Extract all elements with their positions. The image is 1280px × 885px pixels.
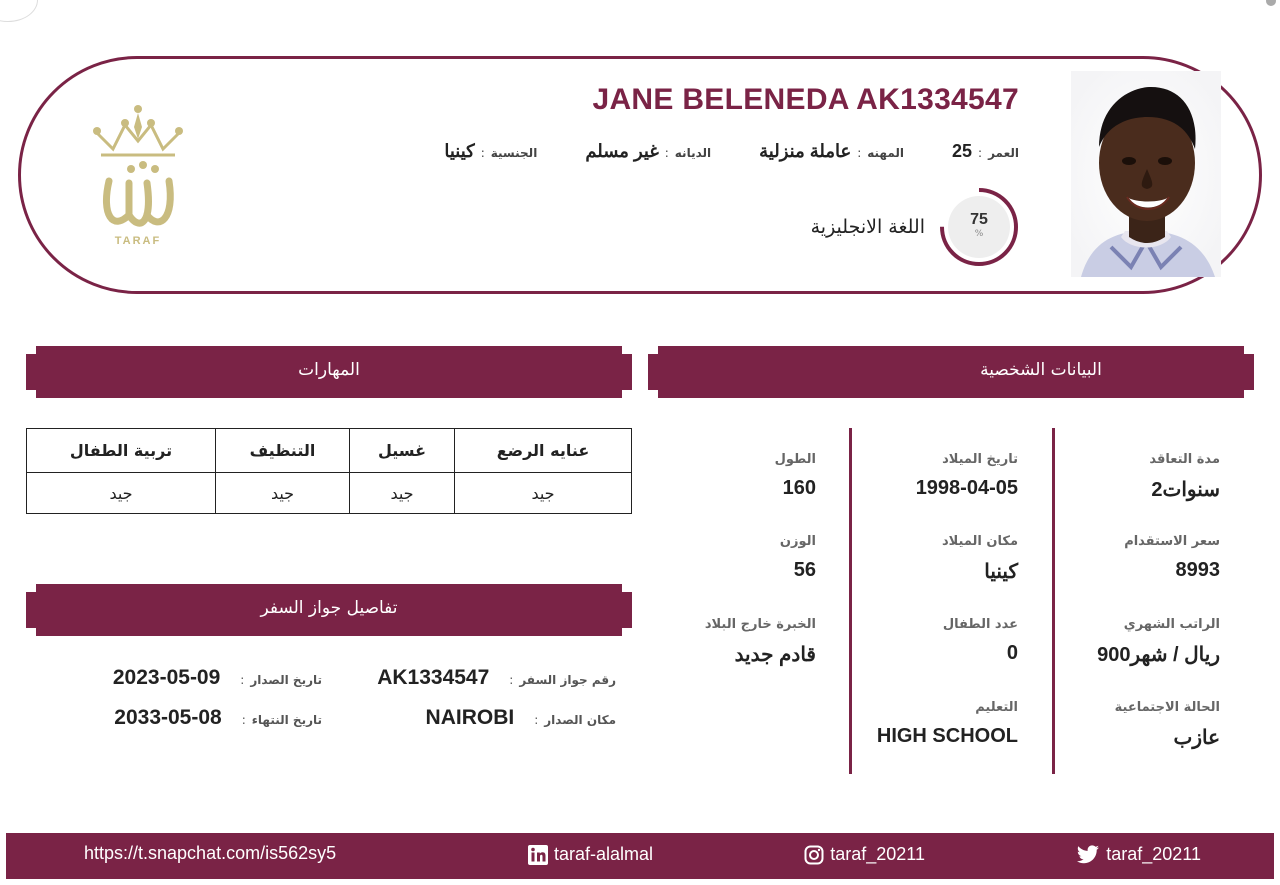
recruitment-price-field bbox=[1124, 534, 1220, 582]
twitter-link[interactable] bbox=[1076, 844, 1201, 865]
english-percent-unit: % bbox=[974, 229, 984, 239]
recruitment-price-value: 8993 bbox=[1175, 559, 1220, 581]
skill-header-laundry: غسيل bbox=[350, 429, 455, 473]
instagram-handle: taraf_20211 bbox=[830, 844, 925, 864]
passport-number-separator: : bbox=[509, 673, 514, 687]
english-level bbox=[811, 187, 1019, 267]
passport-title: تفاصيل جواز السفر bbox=[260, 598, 398, 618]
passport-number-label: رقم جواز السفر bbox=[519, 673, 616, 687]
issue-place-label: مكان الصدار bbox=[544, 713, 616, 727]
linkedin-handle: taraf-alalmal bbox=[553, 844, 653, 864]
skill-rating-infant-care: جيد bbox=[455, 473, 632, 514]
birth-date-field bbox=[916, 452, 1018, 500]
skill-header-infant-care: عنايه الرضع bbox=[455, 429, 632, 473]
religion-value: غير مسلم bbox=[585, 141, 659, 161]
profile-info-row bbox=[444, 141, 1019, 162]
profile-card bbox=[18, 56, 1262, 294]
job-label: المهنه bbox=[867, 146, 905, 160]
nationality-value: كينيا bbox=[444, 141, 475, 161]
birth-date-label: تاريخ الميلاد bbox=[942, 452, 1018, 467]
personal-data-title: البيانات الشخصية bbox=[980, 360, 1102, 380]
passport-header bbox=[26, 584, 632, 636]
age-field bbox=[952, 141, 1019, 162]
age-label: العمر bbox=[988, 146, 1019, 160]
recruitment-price-label: سعر الاستقدام bbox=[1124, 534, 1220, 549]
issue-date-value: 2023-05-09 bbox=[112, 666, 221, 689]
contract-duration-label: مدة التعاقد bbox=[1149, 452, 1220, 467]
job-field bbox=[759, 141, 904, 162]
taraf-logo bbox=[83, 103, 193, 251]
personal-column-divider bbox=[849, 428, 852, 774]
personal-column-divider bbox=[1052, 428, 1055, 774]
passport-issue-place-field bbox=[426, 706, 616, 730]
weight-field bbox=[780, 534, 816, 582]
height-value: 160 bbox=[782, 477, 816, 499]
scroll-indicator-dot bbox=[1266, 0, 1276, 6]
experience-field bbox=[705, 617, 816, 667]
skill-header-cleaning: التنظيف bbox=[216, 429, 350, 473]
skills-table bbox=[26, 428, 632, 514]
birth-date-value: 1998-04-05 bbox=[915, 477, 1018, 499]
contract-duration-value: 2سنوات bbox=[1151, 479, 1220, 501]
age-separator: : bbox=[978, 146, 983, 160]
marital-status-value: عازب bbox=[1173, 727, 1220, 749]
skill-header-childcare: تربية الطفال bbox=[27, 429, 216, 473]
experience-label: الخبرة خارج البلاد bbox=[704, 617, 816, 632]
marital-status-label: الحالة الاجتماعية bbox=[1114, 700, 1220, 715]
expiry-date-value: 2033-05-08 bbox=[114, 706, 222, 729]
passport-issue-date-field bbox=[113, 666, 322, 690]
birth-place-value: كينيا bbox=[984, 561, 1018, 583]
birth-place-field bbox=[942, 534, 1018, 584]
monthly-salary-value: 900ريال / شهر bbox=[1097, 644, 1220, 666]
education-field bbox=[877, 700, 1018, 748]
nationality-separator: : bbox=[480, 146, 485, 160]
height-label: الطول bbox=[774, 452, 816, 467]
job-value: عاملة منزلية bbox=[759, 141, 852, 161]
skills-rating-row bbox=[27, 473, 632, 514]
linkedin-link[interactable] bbox=[528, 844, 653, 865]
corner-decoration bbox=[0, 0, 38, 22]
profile-photo bbox=[1071, 71, 1221, 277]
english-label: اللغة الانجليزية bbox=[810, 216, 925, 238]
passport-expiry-field bbox=[114, 706, 322, 730]
religion-separator: : bbox=[664, 146, 669, 160]
job-separator: : bbox=[857, 146, 862, 160]
weight-value: 56 bbox=[793, 559, 816, 581]
issue-date-label: تاريخ الصدار bbox=[250, 673, 322, 687]
logo-wordmark: TARAF bbox=[114, 235, 162, 247]
monthly-salary-label: الراتب الشهري bbox=[1123, 617, 1220, 632]
worker-name: JANE BELENEDA AK1334547 bbox=[592, 83, 1019, 116]
issue-place-value: NAIROBI bbox=[425, 706, 515, 729]
instagram-icon bbox=[804, 845, 824, 865]
personal-data-header bbox=[648, 346, 1254, 398]
religion-label: الديانه bbox=[674, 146, 712, 160]
footer-bar bbox=[6, 833, 1274, 879]
age-value: 25 bbox=[952, 141, 973, 161]
nationality-label: الجنسية bbox=[490, 146, 538, 160]
skills-header bbox=[26, 346, 632, 398]
education-value: HIGH SCHOOL bbox=[876, 725, 1018, 747]
skills-header-row bbox=[27, 429, 632, 473]
twitter-icon bbox=[1076, 845, 1100, 865]
instagram-link[interactable] bbox=[804, 844, 925, 865]
monthly-salary-field bbox=[1097, 617, 1220, 667]
children-count-value: 0 bbox=[1006, 642, 1018, 664]
twitter-handle: taraf_20211 bbox=[1106, 844, 1201, 864]
passport-number-value: AK1334547 bbox=[377, 666, 490, 689]
height-field bbox=[775, 452, 816, 500]
experience-value: قادم جديد bbox=[734, 644, 816, 666]
weight-label: الوزن bbox=[779, 534, 816, 549]
education-label: التعليم bbox=[975, 700, 1018, 715]
expiry-date-label: تاريخ النتهاء bbox=[251, 713, 322, 727]
birth-place-label: مكان الميلاد bbox=[941, 534, 1018, 549]
children-count-field bbox=[943, 617, 1018, 665]
english-percent-value: 75 bbox=[970, 211, 988, 228]
marital-status-field bbox=[1115, 700, 1220, 750]
english-progress-ring bbox=[939, 187, 1019, 267]
passport-number-field bbox=[377, 666, 616, 690]
expiry-date-separator: : bbox=[241, 713, 246, 727]
nationality-field bbox=[444, 141, 537, 162]
issue-place-separator: : bbox=[534, 713, 539, 727]
skill-rating-laundry: جيد bbox=[350, 473, 455, 514]
contract-duration-field bbox=[1149, 452, 1220, 502]
snapchat-link[interactable] bbox=[84, 843, 336, 864]
children-count-label: عدد الطفال bbox=[942, 617, 1018, 632]
snapchat-url: https://t.snapchat.com/is562sy5 bbox=[84, 843, 337, 863]
religion-field bbox=[585, 141, 711, 162]
linkedin-icon bbox=[528, 845, 548, 865]
skills-title: المهارات bbox=[298, 360, 360, 380]
skill-rating-cleaning: جيد bbox=[216, 473, 350, 514]
skill-rating-childcare: جيد bbox=[27, 473, 216, 514]
issue-date-separator: : bbox=[240, 673, 245, 687]
